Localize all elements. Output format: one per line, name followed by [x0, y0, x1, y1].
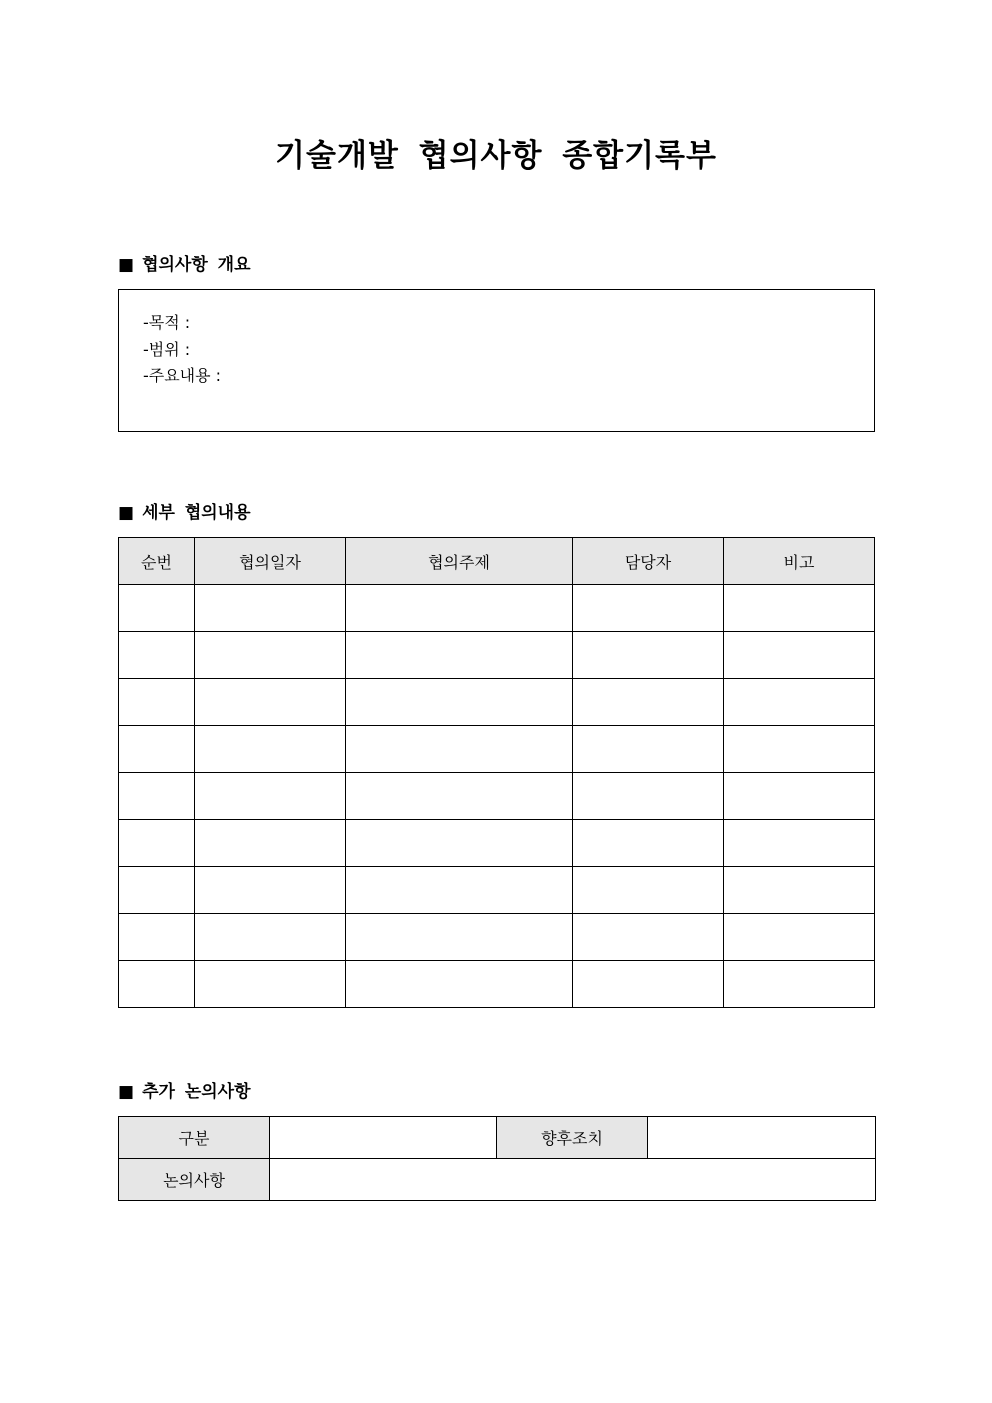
overview-lines — [143, 310, 221, 390]
category-label: 구분 — [119, 1117, 270, 1159]
table-cell[interactable] — [195, 632, 346, 679]
table-cell[interactable] — [346, 726, 573, 773]
discussion-label: 논의사항 — [119, 1159, 270, 1201]
table-row — [119, 585, 875, 632]
table-cell[interactable] — [573, 914, 724, 961]
table-cell[interactable] — [724, 679, 875, 726]
overview-scope-line[interactable]: -범위 : — [143, 339, 191, 359]
table-row — [119, 773, 875, 820]
table-cell[interactable] — [119, 867, 195, 914]
table-row — [119, 679, 875, 726]
discussion-value-field[interactable] — [270, 1159, 876, 1201]
table-header-row — [119, 538, 875, 585]
column-header-topic: 협의주제 — [346, 538, 573, 585]
overview-purpose-line[interactable]: -목적 : — [143, 313, 191, 332]
table-cell[interactable] — [346, 867, 573, 914]
table-row — [119, 632, 875, 679]
table-cell[interactable] — [119, 679, 195, 726]
document-title: 기술개발 협의사항 종합기록부 — [275, 138, 717, 174]
column-header-manager: 담당자 — [573, 538, 724, 585]
details-heading — [118, 501, 251, 525]
table-row — [119, 726, 875, 773]
table-cell[interactable] — [346, 773, 573, 820]
table-cell[interactable] — [195, 585, 346, 632]
column-header-number: 순번 — [119, 538, 195, 585]
table-cell[interactable] — [724, 961, 875, 1008]
table-cell[interactable] — [724, 585, 875, 632]
table-cell[interactable] — [346, 914, 573, 961]
details-heading-text: 세부 협의내용 — [142, 503, 251, 523]
table-cell[interactable] — [195, 679, 346, 726]
category-value-field[interactable] — [270, 1117, 497, 1159]
table-cell[interactable] — [346, 820, 573, 867]
additional-heading-text: 추가 논의사항 — [142, 1082, 251, 1102]
table-cell[interactable] — [346, 679, 573, 726]
additional-table — [118, 1116, 876, 1201]
table-cell[interactable] — [195, 820, 346, 867]
column-header-date: 협의일자 — [195, 538, 346, 585]
table-cell[interactable] — [119, 820, 195, 867]
square-bullet-icon: ■ — [118, 1082, 135, 1102]
table-cell[interactable] — [724, 726, 875, 773]
followup-label: 향후조치 — [497, 1117, 648, 1159]
table-cell[interactable] — [195, 961, 346, 1008]
detail-table — [118, 537, 875, 1008]
table-cell[interactable] — [119, 726, 195, 773]
square-bullet-icon: ■ — [118, 503, 135, 523]
table-cell[interactable] — [573, 726, 724, 773]
table-cell[interactable] — [195, 726, 346, 773]
table-row — [119, 820, 875, 867]
table-cell[interactable] — [573, 585, 724, 632]
table-cell[interactable] — [346, 632, 573, 679]
table-cell[interactable] — [573, 679, 724, 726]
table-row — [119, 961, 875, 1008]
table-cell[interactable] — [195, 867, 346, 914]
table-cell[interactable] — [119, 773, 195, 820]
overview-box — [118, 289, 875, 432]
table-cell[interactable] — [573, 961, 724, 1008]
table-cell[interactable] — [724, 914, 875, 961]
table-cell[interactable] — [573, 820, 724, 867]
table-cell[interactable] — [119, 585, 195, 632]
table-cell[interactable] — [573, 632, 724, 679]
column-header-remarks: 비고 — [724, 538, 875, 585]
table-cell[interactable] — [724, 773, 875, 820]
table-row — [119, 1117, 876, 1159]
table-cell[interactable] — [573, 867, 724, 914]
table-row — [119, 914, 875, 961]
table-cell[interactable] — [195, 773, 346, 820]
overview-heading — [118, 253, 251, 277]
followup-value-field[interactable] — [648, 1117, 876, 1159]
table-cell[interactable] — [119, 914, 195, 961]
table-cell[interactable] — [119, 632, 195, 679]
table-cell[interactable] — [346, 585, 573, 632]
overview-main-content-line[interactable]: -주요내용 : — [143, 366, 222, 385]
table-cell[interactable] — [119, 961, 195, 1008]
overview-heading-text: 협의사항 개요 — [142, 255, 251, 275]
table-row — [119, 1159, 876, 1201]
square-bullet-icon: ■ — [118, 255, 135, 275]
table-cell[interactable] — [346, 961, 573, 1008]
table-cell[interactable] — [724, 867, 875, 914]
table-cell[interactable] — [724, 632, 875, 679]
additional-heading — [118, 1080, 251, 1104]
table-cell[interactable] — [195, 914, 346, 961]
table-row — [119, 867, 875, 914]
table-cell[interactable] — [724, 820, 875, 867]
table-cell[interactable] — [573, 773, 724, 820]
